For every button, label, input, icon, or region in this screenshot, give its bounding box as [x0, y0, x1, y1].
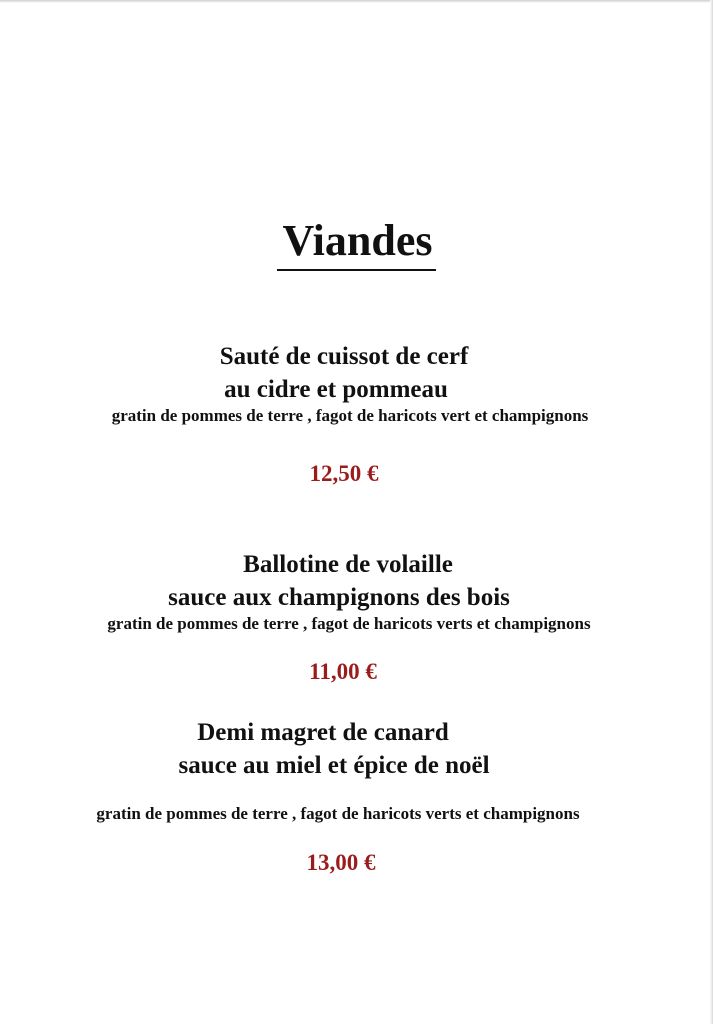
- dish-1-price: 12,50 €: [309, 461, 379, 486]
- menu-title-text: Viandes: [277, 215, 437, 271]
- dish-2-sides: gratin de pommes de terre , fagot de haricots verts et champignons: [107, 614, 591, 633]
- dish-3-name-line2: sauce au miel et épice de noël: [178, 752, 490, 779]
- dish-2-name-line2: sauce aux champignons des bois: [168, 584, 510, 611]
- dish-1-sides: gratin de pommes de terre , fagot de haricots vert et champignons: [111, 406, 589, 425]
- dish-3-name-line1: Demi magret de canard: [197, 719, 449, 746]
- dish-2-name-line1: Ballotine de volaille: [243, 551, 453, 578]
- dish-1-name-line2: au cidre et pommeau: [224, 376, 448, 403]
- dish-2-price: 11,00 €: [309, 659, 377, 684]
- menu-title: [0, 215, 713, 271]
- page-edge-top: [0, 0, 713, 3]
- dish-3-price: 13,00 €: [306, 850, 376, 875]
- dish-3-sides: gratin de pommes de terre , fagot de haricots verts et champignons: [96, 804, 580, 823]
- dish-1-name-line1: Sauté de cuissot de cerf: [219, 343, 469, 370]
